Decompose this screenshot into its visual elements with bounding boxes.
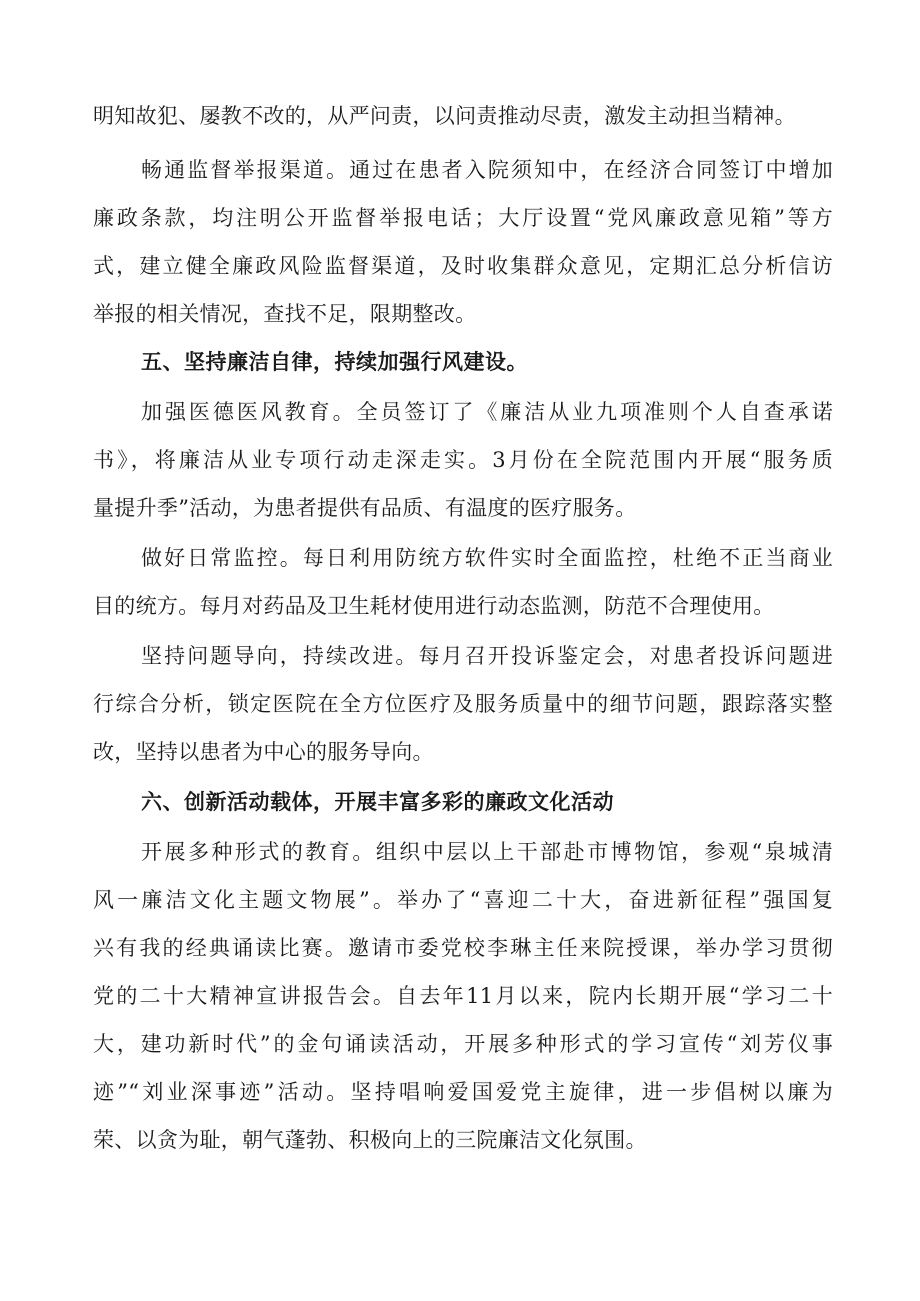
paragraph-line: 开展多种形式的教育。组织中层以上干部赴市博物馆，参观“泉城清 <box>141 840 833 864</box>
section-heading-5: 五、坚持廉洁自律，持续加强行风建设。 <box>141 350 528 374</box>
paragraph-line: 坚持问题导向，持续改进。每月召开投诉鉴定会，对患者投诉问题进 <box>141 644 833 668</box>
paragraph-line: 目的统方。每月对药品及卫生耗材使用进行动态监测，防范不合理使用。 <box>93 594 775 618</box>
paragraph-line: 量提升季”活动，为患者提供有品质、有温度的医疗服务。 <box>93 496 637 520</box>
paragraph-line: 行综合分析，锁定医院在全方位医疗及服务质量中的细节问题，跟踪落实整 <box>93 692 833 716</box>
paragraph-line: 书》，将廉洁从业专项行动走深走实。3月份在全院范围内开展“服务质 <box>93 448 833 472</box>
paragraph-line: 迹”“刘业深事迹”活动。坚持唱响爱国爱党主旋律，进一步倡树以廉为 <box>93 1080 833 1104</box>
paragraph-line: 党的二十大精神宣讲报告会。自去年11月以来，院内长期开展“学习二十 <box>93 984 833 1008</box>
paragraph-line: 做好日常监控。每日利用防统方软件实时全面监控，杜绝不正当商业 <box>141 546 833 570</box>
paragraph-line: 改，坚持以患者为中心的服务导向。 <box>93 740 434 764</box>
paragraph-line: 畅通监督举报渠道。通过在患者入院须知中，在经济合同签订中增加 <box>141 158 833 182</box>
paragraph-line: 荣、以贪为耻，朝气蓬勃、积极向上的三院廉洁文化氛围。 <box>93 1128 647 1152</box>
paragraph-line: 廉政条款，均注明公开监督举报电话；大厅设置“党风廉政意见箱”等方 <box>93 206 833 230</box>
paragraph-line: 举报的相关情况，查找不足，限期整改。 <box>93 302 477 326</box>
paragraph-continuation-line: 明知故犯、屡教不改的，从严问责，以问责推动尽责，激发主动担当精神。 <box>93 104 796 128</box>
section-heading-6: 六、创新活动载体，开展丰富多彩的廉政文化活动 <box>141 790 614 814</box>
paragraph-line: 兴有我的经典诵读比赛。邀请市委党校李琳主任来院授课，举办学习贯彻 <box>93 936 833 960</box>
paragraph-line: 风一廉洁文化主题文物展”。举办了“喜迎二十大，奋进新征程”强国复 <box>93 888 833 912</box>
paragraph-line: 大，建功新时代”的金句诵读活动，开展多种形式的学习宣传“刘芳仪事 <box>93 1032 833 1056</box>
paragraph-line: 式，建立健全廉政风险监督渠道，及时收集群众意见，定期汇总分析信访 <box>93 254 833 278</box>
paragraph-line: 加强医德医风教育。全员签订了《廉洁从业九项准则个人自查承诺 <box>141 400 833 424</box>
